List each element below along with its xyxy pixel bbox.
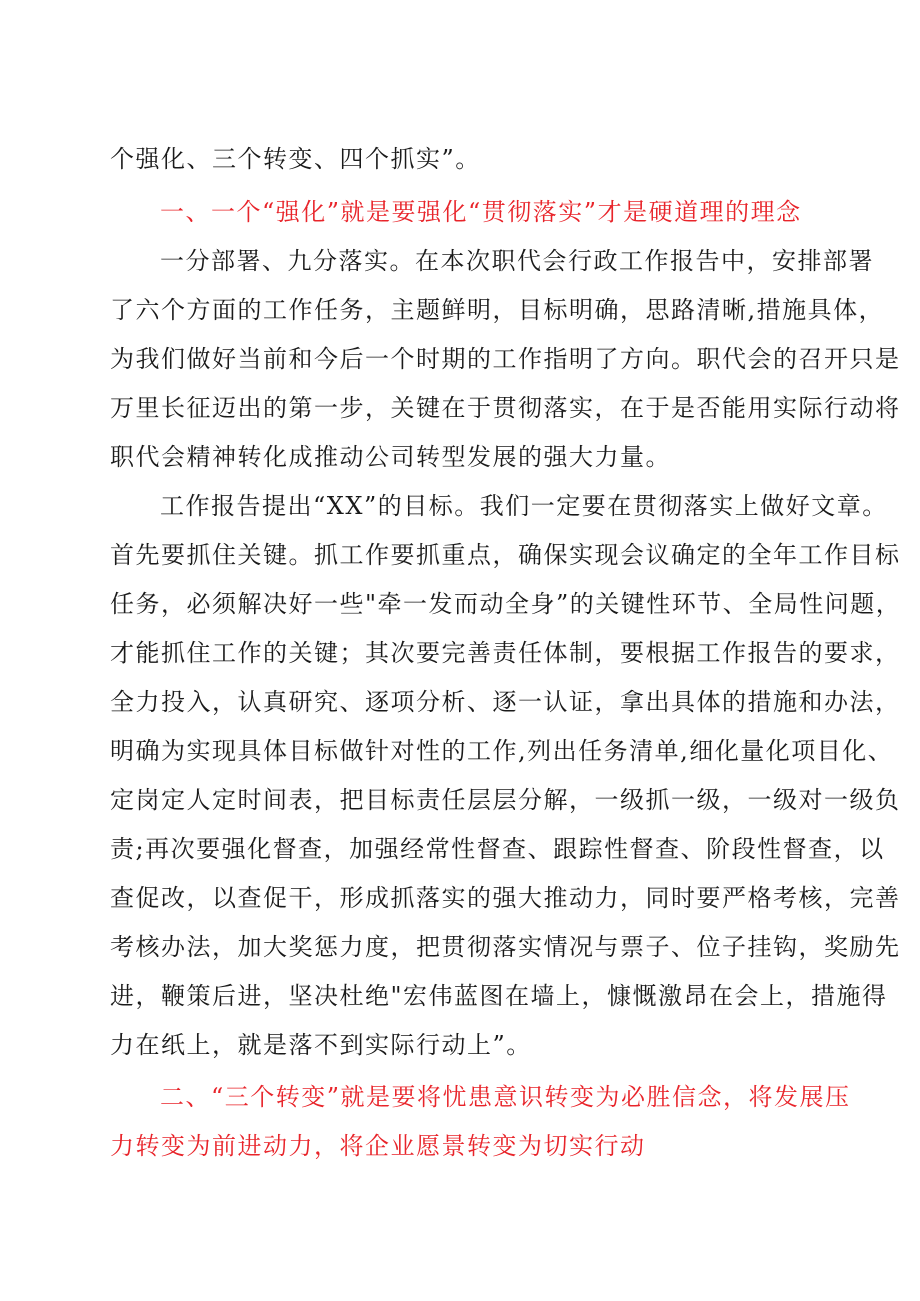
- paragraph-line: 了六个方面的工作任务，主题鲜明，目标明确，思路清晰,措施具体，: [110, 296, 885, 324]
- paragraph-line: 个强化、三个转变、四个抓实”。: [110, 145, 481, 173]
- paragraph-line: 才能抓住工作的关键；其次要完善责任体制，要根据工作报告的要求，: [110, 639, 901, 667]
- paragraph-line: 任务，必须解决好一些"牵一发而动全身”的关键性环节、全局性问题，: [110, 590, 902, 618]
- section-heading-1: 一、一个“强化”就是要强化“贯彻落实”才是硬道理的理念: [160, 198, 802, 226]
- paragraph-line: 责;再次要强化督查，加强经常性督查、跟踪性督查、阶段性督查，以: [110, 835, 885, 863]
- section-heading-2: 二、“三个转变”就是要将忧患意识转变为必胜信念，将发展压: [160, 1083, 851, 1111]
- paragraph-line: 工作报告提出“XX”的目标。我们一定要在贯彻落实上做好文章。: [160, 492, 888, 520]
- paragraph-line: 查促改，以查促干，形成抓落实的强大推动力，同时要严格考核，完善: [110, 884, 901, 912]
- paragraph-line: 力在纸上，就是落不到实际行动上”。: [110, 1031, 532, 1059]
- paragraph-line: 进，鞭策后进，坚决杜绝"宏伟蓝图在墙上，慷慨激昂在会上，措施得: [110, 982, 888, 1010]
- paragraph-line: 定岗定人定时间表，把目标责任层层分解，一级抓一级，一级对一级负: [110, 786, 901, 814]
- paragraph-line: 万里长征迈出的第一步，关键在于贯彻落实，在于是否能用实际行动将: [110, 394, 901, 422]
- paragraph-line: 全力投入，认真研究、逐项分析、逐一认证，拿出具体的措施和办法，: [110, 688, 901, 716]
- paragraph-line: 首先要抓住关键。抓工作要抓重点，确保实现会议确定的全年工作目标: [110, 541, 901, 569]
- section-heading-2-continued: 力转变为前进动力，将企业愿景转变为切实行动: [110, 1132, 646, 1160]
- paragraph-line: 为我们做好当前和今后一个时期的工作指明了方向。职代会的召开只是: [110, 345, 901, 373]
- paragraph-line: 职代会精神转化成推动公司转型发展的强大力量。: [110, 443, 671, 471]
- paragraph-line: 考核办法，加大奖惩力度，把贯彻落实情况与票子、位子挂钩，奖励先: [110, 933, 901, 961]
- paragraph-line: 一分部署、九分落实。在本次职代会行政工作报告中，安排部署: [160, 247, 874, 275]
- paragraph-line: 明确为实现具体目标做针对性的工作,列出任务清单,细化量化项目化、: [110, 737, 894, 765]
